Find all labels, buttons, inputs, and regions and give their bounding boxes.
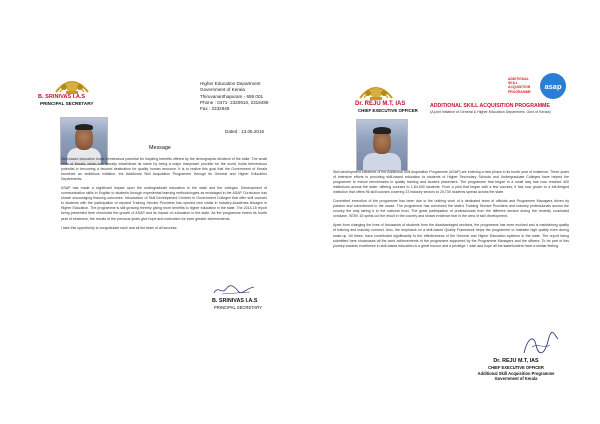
message-paragraph: Committed execution of the programme has been due to the untiring work of a dedicated team of officials and Programme Managers driven by passion and commitment to the cause. The programme has convinced the state's Training Service Providers and industry professionals across the country the way taking it to the national level. The great participation of professionals from the different sectors during the recently concluded conclave, SEEK 15 spells out the result in the country and shows evidence that in the area of skill development.	[333, 199, 569, 219]
message-paragraph: Apart from changing the lives of thousands of students from the disadvantaged sections, the programme has even evolved and is maintaining quality of training and industry connect. Also, the emphasis on a skill-based Quality Framework helps the programme to maintain high quality even during scale-up. All these, have contributed significantly to the effectiveness of the General and Higher Education systems in the state. The report being submitted here showcases all the work achievements of the programme supported by the Programme Managers and the officers. To be part of this journey towards excellence in skill-based education is a great honour and a privilege. I wish and hope all the stakeholders have a similar feeling.	[333, 223, 569, 248]
asap-caption-line: ACQUISITION	[508, 85, 531, 90]
signature-line: CHIEF EXECUTIVE OFFICER	[488, 365, 544, 370]
asap-logo-caption	[508, 77, 536, 94]
left-designation: PRINCIPAL SECRETARY	[40, 101, 94, 106]
address-line: Thiruvananthapuram - 695 001	[200, 93, 264, 99]
program-subtitle: (A joint initiative of General & Higher Education Department, Govt of Kerala)	[430, 110, 551, 114]
signature-line: Government of Kerala	[494, 376, 538, 382]
left-signature-designation: PRINCIPAL SECRETARY	[214, 305, 263, 310]
message-heading: Message	[149, 145, 171, 151]
left-signature	[212, 283, 256, 297]
right-name: Dr. REJU M.T, IAS	[355, 101, 406, 107]
right-portrait-photo	[356, 119, 408, 171]
address-line: Fax : 2332945	[200, 106, 230, 112]
kerala-emblem-icon	[356, 78, 396, 102]
left-message-body	[61, 157, 267, 235]
asap-caption-line: SKILL	[508, 81, 518, 86]
left-name: B. SRINIVAS I.A.S	[38, 94, 86, 100]
kerala-emblem-icon	[52, 72, 92, 96]
right-message-body	[333, 170, 569, 253]
program-title: ADDITIONAL SKILL ACQUISITION PROGRAMME	[430, 103, 550, 109]
right-signature-name: Dr. REJU M.T, IAS	[493, 358, 539, 364]
left-signature-name: B. SRINIVAS I.A.S	[212, 298, 258, 304]
date: Dated : 13.05.2016	[225, 129, 265, 134]
asap-caption-line: PROGRAMME	[508, 89, 531, 94]
address-block	[200, 81, 268, 112]
address-line: Government of Kerala	[200, 87, 245, 93]
right-signature	[520, 331, 560, 359]
address-line: Higher Education Department	[200, 81, 261, 86]
message-paragraph: ASAP has made a significant impact upon the undergraduate education in the state and the colleges. Development of communication skills in English to students through experiential learning methodologies as envisaged in the ASAP Curriculum has shown encouraging learning outcomes. Introduction of Skill Development Centres in Government Colleges that offer skill courses to students with the participation of reputed Training Service Providers has opened new vistas in Industry-Academia linkages in Higher Education. The programme is still growing thereby giving more benefits to higher education in the state. The 2014-15 report being presented here chronicles the growth of ASAP and its impact on education in the state. As the programme enters its fourth year of existence, the results of the previous years give hope and motivation for even greater achievements.	[61, 186, 267, 221]
message-paragraph: I take this opportunity to congratulate each and all the team of all success.	[61, 225, 178, 230]
right-page	[300, 0, 600, 424]
right-signature-block	[466, 358, 566, 382]
message-paragraph: Skill-based education holds tremendous potential for inspiring benefits offered by the demographic dividend of the state. The small state of Kerala, which has already established its name by being a major manpower provider for the world, holds tremendous potential in becoming a favored destination for quality human resource. It is to realize this goal that the Government of Kerala launched an ambitious initiative, the Additional Skill Acquisition Programme through its General and Higher Education Departments.	[61, 157, 267, 182]
asap-caption-line: ADDITIONAL	[508, 77, 529, 81]
address-line: Phone : 0471- 2320910, 2316489	[200, 99, 269, 105]
asap-logo-icon: asap	[540, 73, 566, 99]
right-designation: CHIEF EXECUTIVE OFFICER	[358, 108, 418, 113]
message-paragraph: Skill development initiatives of the Additional Skill Acquisition Programme (ASAP) are entering a new phase in its fourth year of existence. Three years of intensive efforts in providing skill-based education to students of Higher Secondary Schools and Undergraduate Colleges have helped the programme to evince benchmarks in quality training and student placement. The programme that began in a small way has now reached 400 institutions across the state, offering courses to 1,84,000 students. From a pilot that began with a few courses, it has now grown to a full-fledged institution that offers 96 skill courses covering 23 industry sectors to 25,730 students spread across the state.	[333, 170, 569, 195]
signature-line: Additional Skill Acquisition Programme	[477, 370, 555, 376]
